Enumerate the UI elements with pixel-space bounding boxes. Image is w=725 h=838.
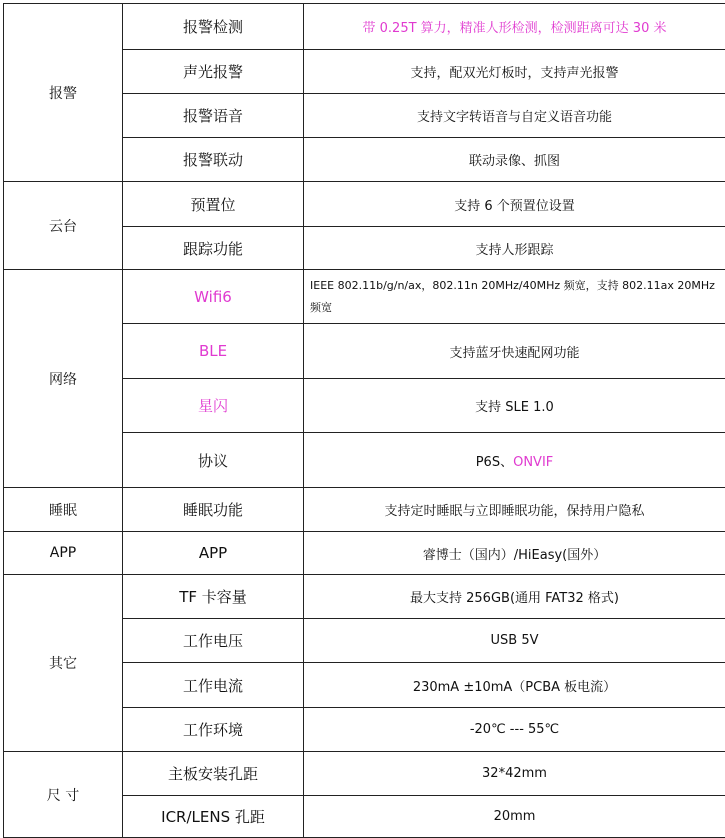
feature-cell: 报警语音 bbox=[123, 94, 304, 138]
protocol-onvif: ONVIF bbox=[513, 455, 553, 470]
table-row bbox=[4, 575, 725, 619]
category-cell: 网络 bbox=[4, 270, 123, 488]
category-cell: 睡眠 bbox=[4, 488, 123, 532]
value-cell: 支持文字转语音与自定义语音功能 bbox=[304, 94, 725, 138]
category-cell: 报警 bbox=[4, 4, 123, 182]
value-cell: 支持人形跟踪 bbox=[304, 227, 725, 270]
value-cell: 支持 SLE 1.0 bbox=[304, 379, 725, 433]
feature-cell: APP bbox=[123, 532, 304, 575]
table-row bbox=[4, 532, 725, 575]
category-cell: 尺 寸 bbox=[4, 752, 123, 838]
value-cell: 联动录像、抓图 bbox=[304, 138, 725, 182]
category-cell: APP bbox=[4, 532, 123, 575]
value-cell: USB 5V bbox=[304, 619, 725, 663]
value-cell: 支持蓝牙快速配网功能 bbox=[304, 324, 725, 379]
value-cell: 32*42mm bbox=[304, 752, 725, 796]
value-cell: 支持定时睡眠与立即睡眠功能，保持用户隐私 bbox=[304, 488, 725, 532]
feature-cell: 跟踪功能 bbox=[123, 227, 304, 270]
value-cell: 230mA ±10mA（PCBA 板电流） bbox=[304, 663, 725, 708]
feature-cell: TF 卡容量 bbox=[123, 575, 304, 619]
table-row bbox=[4, 752, 725, 796]
feature-cell: 星闪 bbox=[123, 379, 304, 433]
feature-cell: 报警联动 bbox=[123, 138, 304, 182]
value-cell: 带 0.25T 算力，精准人形检测，检测距离可达 30 米 bbox=[304, 4, 725, 50]
feature-cell: 报警检测 bbox=[123, 4, 304, 50]
feature-cell: 工作电压 bbox=[123, 619, 304, 663]
value-cell: 支持，配双光灯板时，支持声光报警 bbox=[304, 50, 725, 94]
value-cell: 睿博士（国内）/HiEasy(国外） bbox=[304, 532, 725, 575]
feature-cell: 睡眠功能 bbox=[123, 488, 304, 532]
category-cell: 其它 bbox=[4, 575, 123, 752]
protocol-p6s: P6S、 bbox=[476, 455, 513, 470]
value-cell: 最大支持 256GB(通用 FAT32 格式) bbox=[304, 575, 725, 619]
feature-cell: 预置位 bbox=[123, 182, 304, 227]
feature-cell: 主板安装孔距 bbox=[123, 752, 304, 796]
value-cell: -20℃ --- 55℃ bbox=[304, 708, 725, 752]
value-cell bbox=[304, 433, 725, 488]
table-row bbox=[4, 270, 725, 324]
category-cell: 云台 bbox=[4, 182, 123, 270]
feature-cell: BLE bbox=[123, 324, 304, 379]
feature-cell: ICR/LENS 孔距 bbox=[123, 796, 304, 838]
table-row bbox=[4, 182, 725, 227]
value-cell: 20mm bbox=[304, 796, 725, 838]
feature-cell: Wifi6 bbox=[123, 270, 304, 324]
spec-table bbox=[3, 3, 725, 838]
table-row bbox=[4, 488, 725, 532]
table-row bbox=[4, 4, 725, 50]
feature-cell: 协议 bbox=[123, 433, 304, 488]
value-cell: 支持 6 个预置位设置 bbox=[304, 182, 725, 227]
feature-cell: 声光报警 bbox=[123, 50, 304, 94]
feature-cell: 工作环境 bbox=[123, 708, 304, 752]
feature-cell: 工作电流 bbox=[123, 663, 304, 708]
value-cell: IEEE 802.11b/g/n/ax，802.11n 20MHz/40MHz 频宽，支持 802.11ax 20MHz 频宽 bbox=[304, 270, 725, 324]
